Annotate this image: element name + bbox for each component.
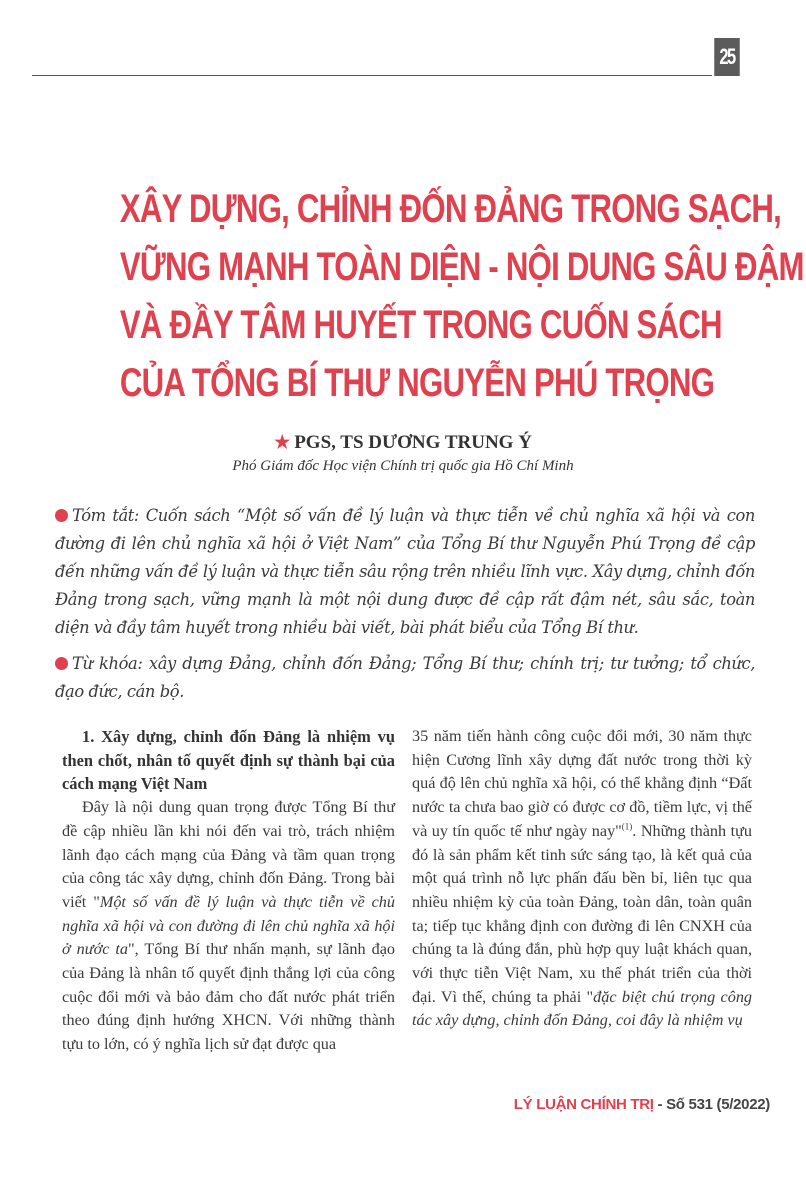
- title-line: VỮNG MẠNH TOÀN DIỆN - NỘI DUNG SÂU ĐẬM: [119, 245, 804, 289]
- abstract: [55, 502, 755, 714]
- abstract-summary: Tóm tắt: Cuốn sách “Một số vấn đề lý luận và thực tiễn về chủ nghĩa xã hội và con đường đi lên chủ nghĩa xã hội ở Việt Nam” của Tổng Bí thư Nguyễn Phú Trọng đề cập đến những vấn đề lý luận và thực tiễn sâu rộng trên nhiều lĩnh vực. Xây dựng, chỉnh đốn Đảng trong sạch, vững mạnh là một nội dung được đề cập rất đậm nét, sâu sắc, toàn diện và đầy tâm huyết trong nhiều bài viết, bài phát biểu của Tổng Bí thư.: [55, 506, 755, 637]
- title-line: CỦA TỔNG BÍ THƯ NGUYỄN PHÚ TRỌNG: [119, 361, 715, 405]
- bullet-dot-icon: [55, 509, 68, 522]
- abstract-keywords: Từ khóa: xây dựng Đảng, chỉnh đốn Đảng; Tổng Bí thư; chính trị; tư tưởng; tổ chức, đạo đức, cán bộ.: [55, 654, 755, 701]
- title-line: VÀ ĐẦY TÂM HUYẾT TRONG CUỐN SÁCH: [119, 303, 722, 347]
- body-paragraph: Đây là nội dung quan trọng được Tổng Bí thư đề cập nhiều lần khi nói đến vai trò, trách nhiệm lãnh đạo cách mạng của Đảng và tầm quan trọng của công tác xây dựng, chỉnh đốn Đảng. Trong bài viết "Một số vấn đề lý luận và thực tiễn về chủ nghĩa xã hội và con đường đi lên chủ nghĩa xã hội ở nước ta", Tổng Bí thư nhấn mạnh, sự lãnh đạo của Đảng là nhân tố quyết định thắng lợi của công cuộc đổi mới và bảo đảm cho đất nước phát triển theo đúng định hướng XHCN. Với những thành tựu to lớn, có ý nghĩa lịch sử đạt được qua: [62, 798, 395, 1054]
- page-footer: [480, 1096, 770, 1113]
- issue-info: - Số 531 (5/2022): [653, 1096, 770, 1113]
- star-icon: ★: [274, 432, 291, 452]
- body-column-right: [412, 725, 752, 1033]
- journal-name: LÝ LUẬN CHÍNH TRỊ: [513, 1096, 654, 1113]
- title-line: XÂY DỰNG, CHỈNH ĐỐN ĐẢNG TRONG SẠCH,: [119, 187, 781, 231]
- footnote-ref[interactable]: (1): [621, 821, 633, 832]
- author-name: [0, 432, 806, 454]
- article-title: [40, 180, 804, 412]
- section-heading: 1. Xây dựng, chỉnh đốn Đảng là nhiệm vụ then chốt, nhân tố quyết định sự thành bại của cách mạng Việt Nam: [62, 727, 395, 794]
- page-number: 25: [714, 38, 740, 76]
- header-rule: [32, 75, 712, 76]
- author-name-text: PGS, TS DƯƠNG TRUNG Ý: [294, 432, 532, 453]
- body-paragraph: 35 năm tiến hành công cuộc đổi mới, 30 năm thực hiện Cương lĩnh xây dựng đất nước trong thời kỳ quá độ lên chủ nghĩa xã hội, có thể khẳng định “Đất nước ta chưa bao giờ có được cơ đồ, tiềm lực, vị thế và uy tín quốc tế như ngày nay"$^{(1)}$. Những thành tựu đó là sản phẩm kết tinh sức sáng tạo, là kết quả của một quá trình nỗ lực phấn đấu bền bỉ, liên tục qua nhiều nhiệm kỳ của toàn Đảng, toàn dân, toàn quân ta; tiếp tục khẳng định con đường đi lên CNXH của chúng ta là đúng đắn, phù hợp quy luật khách quan, với thực tiễn Việt Nam, xu thế phát triển của thời đại. Vì thế, chúng ta phải "đặc biệt chú trọng công tác xây dựng, chỉnh đốn Đảng, coi đây là nhiệm vụ: [412, 727, 753, 1030]
- bullet-dot-icon: [55, 657, 68, 670]
- body-column-left: [62, 725, 395, 1057]
- author-affiliation: Phó Giám đốc Học viện Chính trị quốc gia Hồ Chí Minh: [232, 458, 574, 474]
